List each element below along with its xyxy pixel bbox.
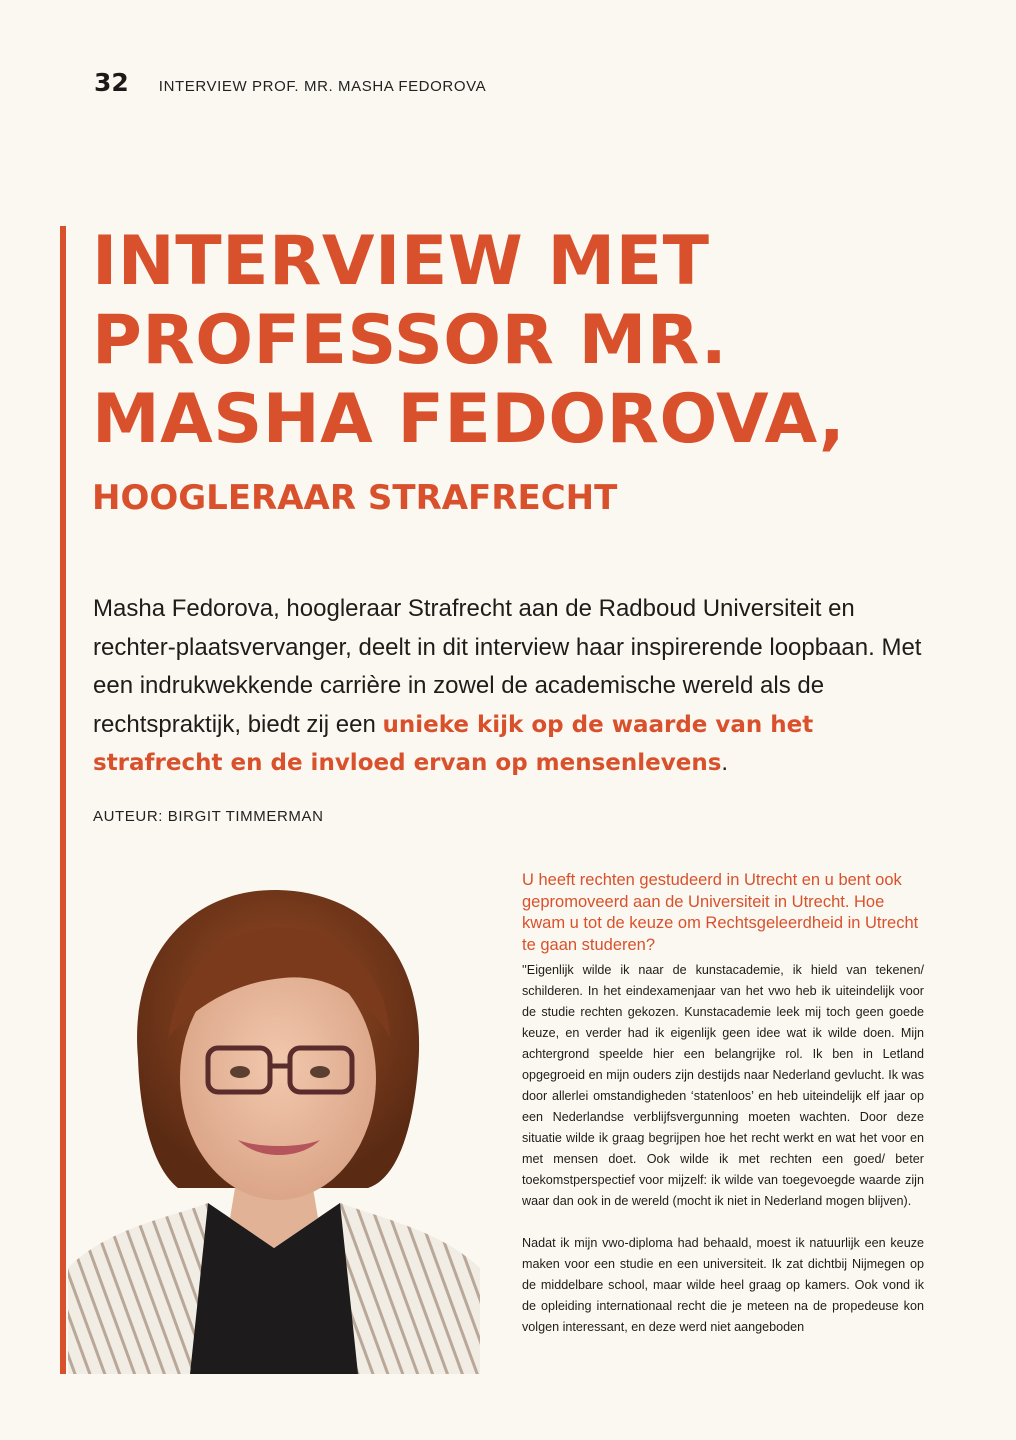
interview-question: U heeft rechten gestudeerd in Utrecht en u bent ook gepromoveerd aan de Universiteit in Utrecht. Hoe kwam u tot de keuze om Rechtsgeleerdheid in Utrecht te gaan studeren? <box>522 871 919 954</box>
title-line: PROFESSOR MR. <box>92 301 728 380</box>
title-line: MASHA FEDOROVA, <box>92 380 846 459</box>
accent-bar <box>60 226 66 1374</box>
answer-paragraph: Nadat ik mijn vwo-diploma had behaald, moest ik natuurlijk een keuze maken voor een studie en een universiteit. Ik zat dichtbij Nijmegen op de middelbare school, maar wilde heel graag op kamers. Ook vond ik de opleiding internationaal recht die je meteen na de propedeuse kon volgen interessant, en deze werd niet aangeboden <box>522 1236 924 1334</box>
intro-end: . <box>721 749 729 776</box>
intro-paragraph <box>93 590 933 783</box>
answer-paragraph: ''Eigenlijk wilde ik naar de kunstacademie, ik hield van tekenen/ schilderen. In het eindexamenjaar van het vwo heb ik uiteindelijk voor de studie rechten gekozen. Kunstacademie leek mij toch geen goede keuze, en verder had ik eigenlijk geen idee wat ik wilde doen. Mijn achtergrond speelde hier een belangrijke rol. Ik ben in Letland opgegroeid en mijn ouders zijn destijds naar Nederland gevlucht. Ik was door allerlei omstandigheden ‘statenloos’ en heb uiteindelijk elf jaar op een Nederlandse verblijfsvergunning moeten wachten. Door deze situatie wilde ik graag begrijpen hoe het recht werkt en wat het voor en met mensen doet. Ook wilde ik met rechten een goed/ beter toekomstperspectief voor mijzelf: ik wilde van toegevoegde waarde zijn waar dan ook in de wereld (mocht ik niet in Nederland mogen blijven). <box>522 963 924 1208</box>
running-title: INTERVIEW PROF. MR. MASHA FEDOROVA <box>158 78 487 95</box>
title-line: INTERVIEW MET <box>92 222 710 301</box>
intro-lead: Masha Fedorova, hoogleraar Strafrecht aan de Radboud Universiteit en rechter-plaatsvervanger, deelt in dit interview haar inspirerende loopbaan. Met een indrukwekkende carrière in zowel de academische wereld als de rechtspraktijk, biedt zij een <box>93 595 922 738</box>
page-header <box>94 68 486 102</box>
article-body <box>522 870 924 1338</box>
intro-highlight: unieke kijk op de waarde van het strafrecht en de invloed ervan op mensenlevens <box>93 711 814 776</box>
page-number: 32 <box>94 68 129 97</box>
article-subtitle: HOOGLERAAR STRAFRECHT <box>92 478 618 518</box>
portrait-photo <box>68 868 480 1374</box>
article-title <box>92 222 972 459</box>
portrait-illustration <box>68 868 480 1374</box>
author-credit: AUTEUR: BIRGIT TIMMERMAN <box>93 808 324 825</box>
